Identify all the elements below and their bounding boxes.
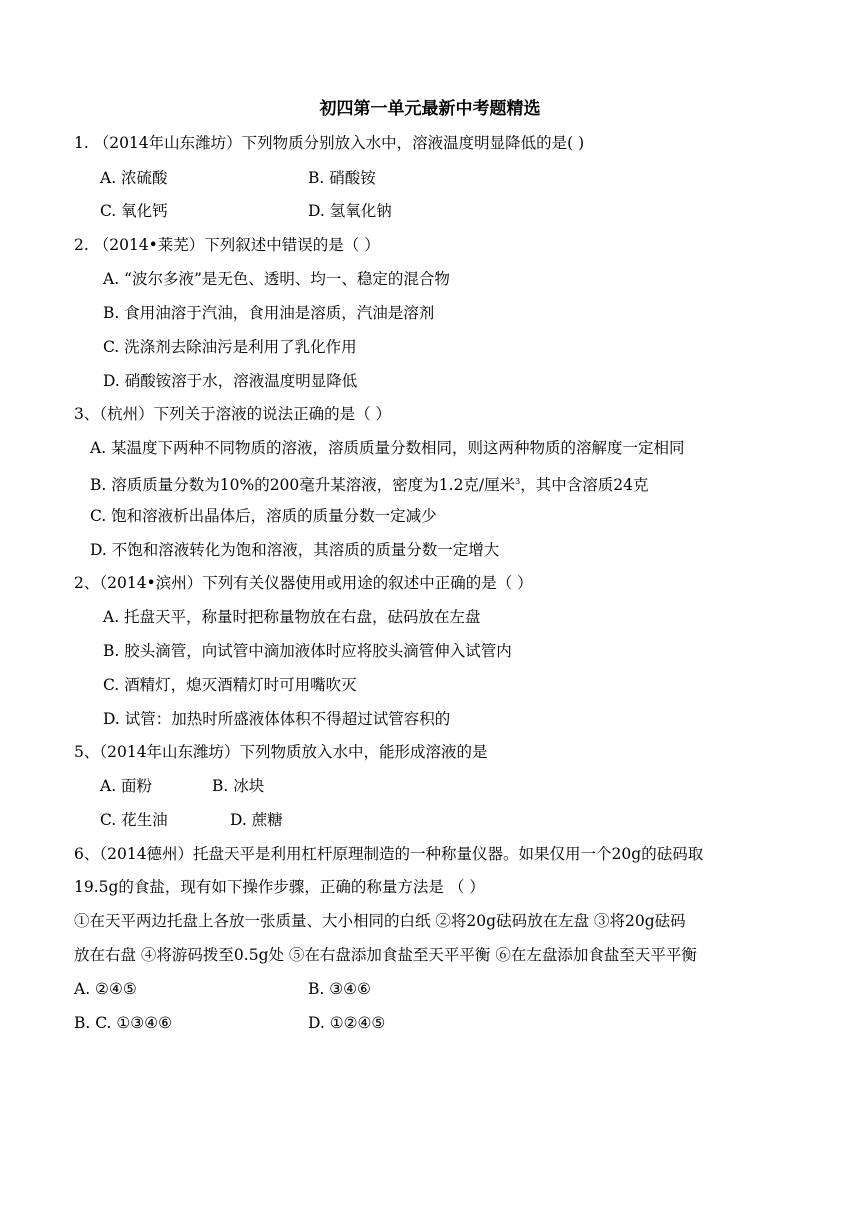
question-3-option-b-tail: ，其中含溶质24克: [520, 476, 649, 495]
question-5-option-d: D. 蔗糖: [230, 811, 283, 829]
question-6-option-d: D. ①②④⑤: [308, 1014, 386, 1032]
question-1-option-d: D. 氢氧化钠: [308, 202, 392, 220]
question-4-option-b: B. 胶头滴管，向试管中滴加液体时应将胶头滴管伸入试管内: [103, 642, 512, 660]
question-3-stem: 3、（杭州）下列关于溶液的说法正确的是（ ）: [74, 405, 392, 423]
question-3-option-c: C. 饱和溶液析出晶体后，溶质的质量分数一定减少: [90, 507, 437, 525]
question-4-option-d: D. 试管：加热时所盛液体体积不得超过试管容积的: [103, 710, 451, 728]
question-2-option-a: A. “波尔多液”是无色、透明、均一、稳定的混合物: [103, 270, 450, 288]
question-6-option-c: B. C. ①③④⑥: [74, 1014, 172, 1032]
page-title: 初四第一单元最新中考题精选: [319, 99, 541, 119]
question-4-option-c: C. 酒精灯，熄灭酒精灯时可用嘴吹灭: [103, 676, 357, 694]
question-3-option-a: A. 某温度下两种不同物质的溶液，溶质质量分数相同，则这两种物质的溶解度一定相同: [90, 439, 685, 457]
question-4-option-a: A. 托盘天平，称量时把称量物放在右盘，砝码放在左盘: [103, 608, 481, 626]
question-2-option-d: D. 硝酸铵溶于水，溶液温度明显降低: [103, 372, 358, 390]
question-5-option-b: B. 冰块: [212, 777, 265, 795]
question-6-option-b: B. ③④⑥: [308, 980, 371, 998]
question-6-stem-line-2: 19.5g的食盐，现有如下操作步骤，正确的称量方法是 （ ）: [74, 878, 485, 896]
question-6-steps-line-1: ①在天平两边托盘上各放一张质量、大小相同的白纸 ②将20g砝码放在左盘 ③将20g砝码: [74, 912, 686, 930]
question-2-option-b: B. 食用油溶于汽油，食用油是溶质，汽油是溶剂: [103, 304, 435, 322]
question-6-option-a: A. ②④⑤: [74, 980, 137, 998]
cubic-superscript: 3: [515, 477, 521, 486]
question-1-option-c: C. 氧化钙: [100, 202, 168, 220]
question-1-stem: 1. （2014年山东潍坊）下列物质分别放入水中，溶液温度明显降低的是( ): [74, 134, 585, 152]
question-3-option-b-text: B. 溶质质量分数为10%的200毫升某溶液，密度为1.2克/厘米: [90, 476, 516, 495]
question-1-option-a: A. 浓硫酸: [100, 169, 168, 187]
question-3-option-d: D. 不饱和溶液转化为饱和溶液，其溶质的质量分数一定增大: [90, 541, 500, 559]
question-1-option-b: B. 硝酸铵: [308, 169, 376, 187]
question-5-stem: 5、（2014年山东潍坊）下列物质放入水中，能形成溶液的是: [74, 743, 488, 761]
question-5-option-c: C. 花生油: [100, 811, 168, 829]
question-2-stem: 2. （2014•莱芜）下列叙述中错误的是（ ）: [74, 236, 380, 254]
question-6-steps-line-2: 放在右盘 ④将游码拨至0.5g处 ⑤在右盘添加食盐至天平平衡 ⑥在左盘添加食盐至天平平衡: [74, 946, 697, 964]
question-5-option-a: A. 面粉: [100, 777, 153, 795]
question-2-option-c: C. 洗涤剂去除油污是利用了乳化作用: [103, 338, 357, 356]
question-4-stem: 2、（2014•滨州）下列有关仪器使用或用途的叙述中正确的是（ ）: [74, 574, 533, 592]
question-6-stem-line-1: 6、（2014德州）托盘天平是利用杠杆原理制造的一种称量仪器。如果仅用一个20g的砝码取: [74, 845, 704, 863]
question-3-option-b: [90, 471, 648, 496]
